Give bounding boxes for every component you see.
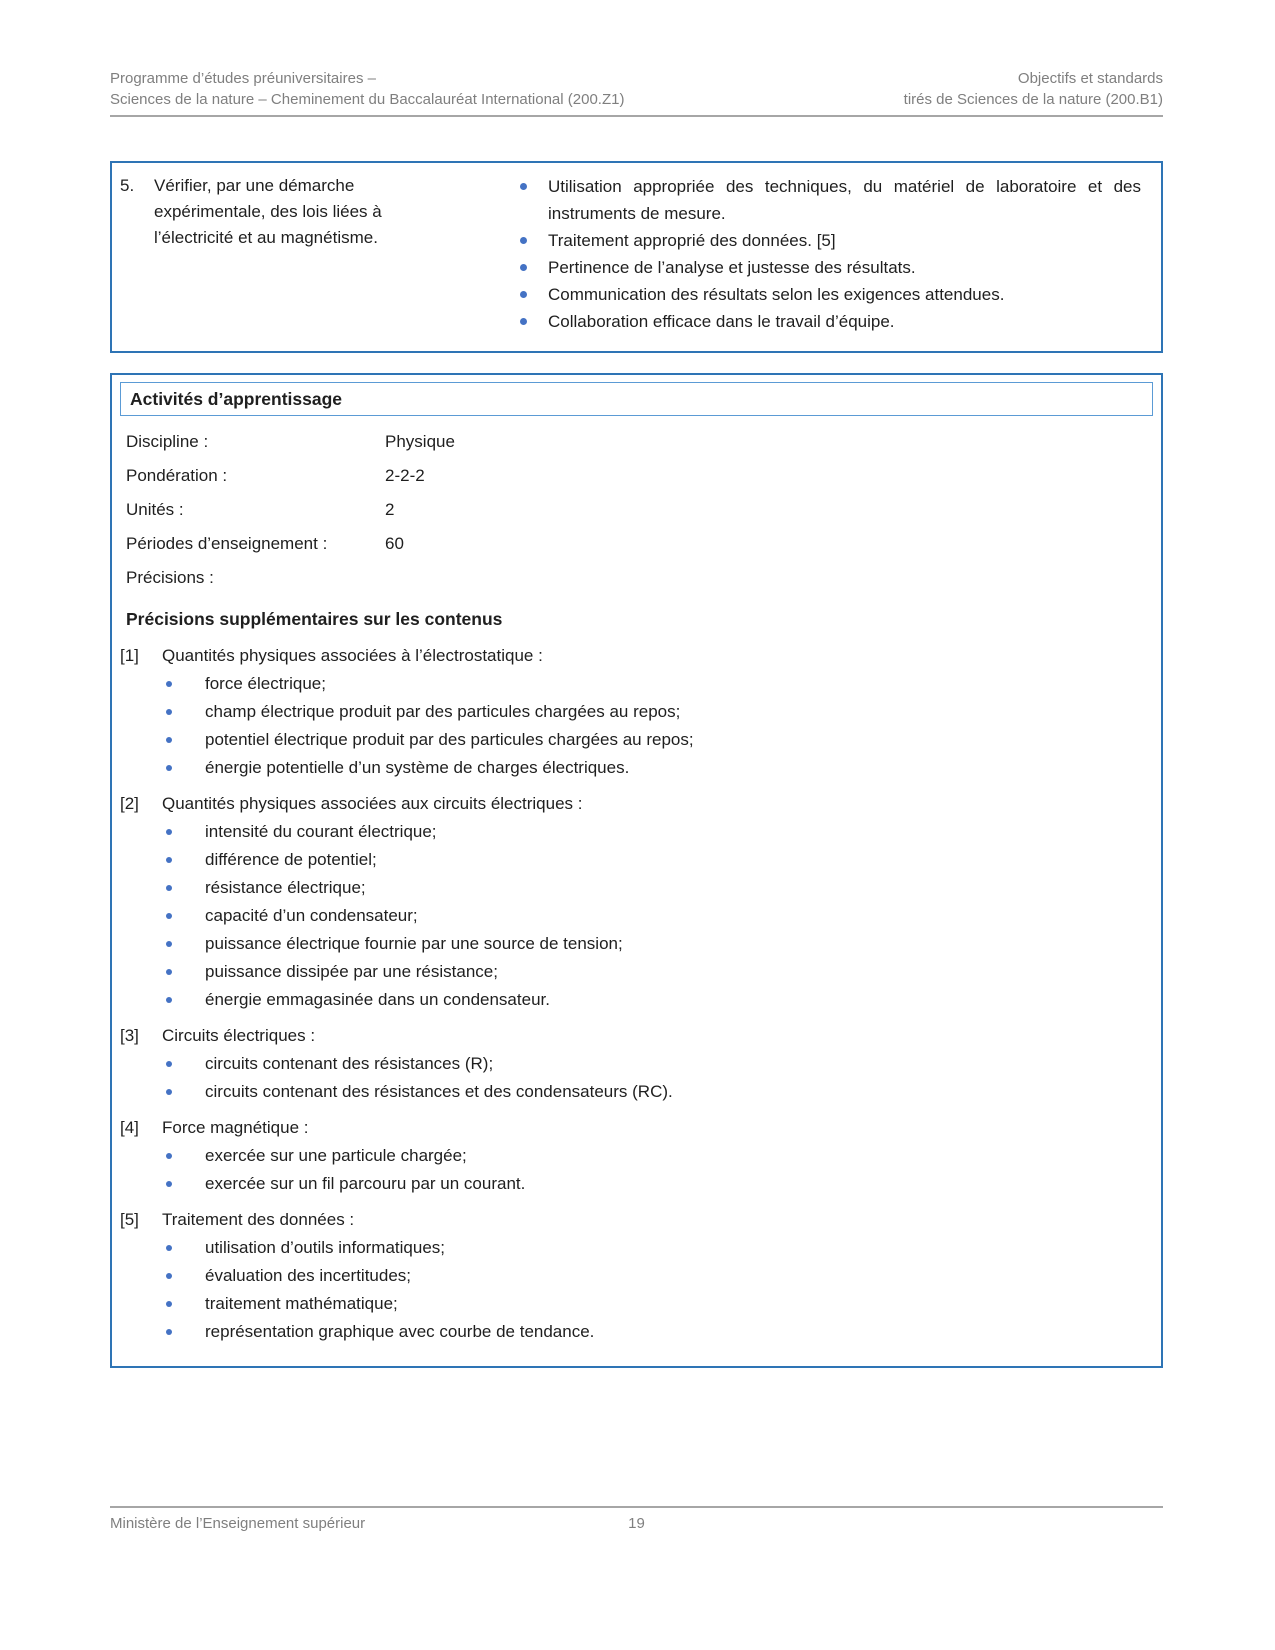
item-text: exercée sur un fil parcouru par un courant. — [205, 1174, 526, 1193]
bullet-icon — [166, 1142, 205, 1170]
header-right-line1: Objectifs et standards — [1017, 70, 1163, 87]
field-label: Pondération : — [126, 466, 228, 485]
field-value: 60 — [385, 534, 404, 553]
field-row — [126, 499, 1153, 520]
item-text: circuits contenant des résistances (R); — [205, 1054, 494, 1073]
criterion-item — [512, 308, 1147, 335]
item-text: utilisation d’outils informatiques; — [205, 1238, 446, 1257]
header-left-line2: Sciences de la nature – Cheminement du Baccalauréat International (200.Z1) — [110, 91, 625, 108]
field-value: 2-2-2 — [385, 466, 425, 485]
list-item — [166, 902, 1153, 930]
content-section-1 — [120, 642, 1153, 782]
item-text: puissance dissipée par une résistance; — [205, 962, 498, 981]
page-number: 19 — [628, 1515, 645, 1532]
section-title: Traitement des données : — [162, 1210, 355, 1229]
field-value: 2 — [385, 500, 395, 519]
item-text: circuits contenant des résistances et des condensateurs (RC). — [205, 1082, 673, 1101]
bullet-icon — [166, 874, 205, 902]
item-text: différence de potentiel; — [205, 850, 377, 869]
bullet-icon — [512, 227, 548, 254]
bullet-icon — [166, 958, 205, 986]
item-text: potentiel électrique produit par des particules chargées au repos; — [205, 730, 694, 749]
criterion-text: Collaboration efficace dans le travail d’équipe. — [548, 312, 895, 331]
footer-ministry: Ministère de l’Enseignement supérieur — [110, 1515, 366, 1532]
list-item — [166, 754, 1153, 782]
list-item — [166, 1234, 1153, 1262]
bullet-icon — [512, 308, 548, 335]
section-title: Quantités physiques associées à l’électrostatique : — [162, 646, 543, 665]
item-text: traitement mathématique; — [205, 1294, 398, 1313]
bullet-icon — [166, 1290, 205, 1318]
bullet-icon — [166, 698, 205, 726]
bullet-icon — [512, 173, 548, 227]
bullet-icon — [166, 1262, 205, 1290]
section-title: Quantités physiques associées aux circuits électriques : — [162, 794, 583, 813]
criterion-item — [512, 173, 1147, 227]
item-text: capacité d’un condensateur; — [205, 906, 418, 925]
bullet-icon — [166, 986, 205, 1014]
criterion-item — [512, 254, 1147, 281]
content-section-4 — [120, 1114, 1153, 1198]
field-value — [385, 567, 1153, 588]
item-text: évaluation des incertitudes; — [205, 1266, 412, 1285]
item-text: champ électrique produit par des particules chargées au repos; — [205, 702, 681, 721]
content-sections — [120, 642, 1153, 1346]
bullet-icon — [166, 754, 205, 782]
section-marker: [1] — [120, 646, 139, 665]
section-marker: [5] — [120, 1210, 139, 1229]
list-item — [166, 818, 1153, 846]
field-row — [126, 465, 1153, 486]
bullet-icon — [166, 846, 205, 874]
list-item — [166, 1290, 1153, 1318]
section-title: Circuits électriques : — [162, 1026, 316, 1045]
list-item — [166, 930, 1153, 958]
activities-title: Activités d’apprentissage — [120, 382, 1153, 416]
field-label: Précisions : — [126, 568, 214, 587]
item-text: résistance électrique; — [205, 878, 366, 897]
bullet-icon — [166, 1318, 205, 1346]
list-item — [166, 1142, 1153, 1170]
section-marker: [3] — [120, 1026, 139, 1045]
list-item — [166, 1262, 1153, 1290]
field-row — [126, 533, 1153, 554]
item-text: puissance électrique fournie par une source de tension; — [205, 934, 623, 953]
bullet-icon — [166, 1050, 205, 1078]
field-label: Discipline : — [126, 432, 209, 451]
field-value: Physique — [385, 432, 455, 451]
bullet-icon — [166, 726, 205, 754]
bullet-icon — [166, 930, 205, 958]
list-item — [166, 958, 1153, 986]
content-section-5 — [120, 1206, 1153, 1346]
item-text: exercée sur une particule chargée; — [205, 1146, 467, 1165]
header-right-line2: tirés de Sciences de la nature (200.B1) — [903, 91, 1163, 108]
list-item — [166, 874, 1153, 902]
objective-box — [110, 161, 1163, 353]
header-left — [110, 68, 624, 110]
activities-box — [110, 373, 1163, 1368]
bullet-icon — [512, 254, 548, 281]
field-row — [126, 431, 1153, 452]
criterion-text: Pertinence de l’analyse et justesse des résultats. — [548, 258, 916, 277]
list-item — [166, 1318, 1153, 1346]
item-text: force électrique; — [205, 674, 326, 693]
content-section-2 — [120, 790, 1153, 1014]
bullet-icon — [166, 1170, 205, 1198]
list-item — [166, 670, 1153, 698]
objective-text: Vérifier, par une démarche expérimentale, des lois liées à l’électricité et au magnétisme. — [154, 176, 382, 247]
section-marker: [4] — [120, 1118, 139, 1137]
bullet-icon — [166, 902, 205, 930]
objective-statement — [120, 173, 512, 335]
bullet-icon — [166, 670, 205, 698]
list-item — [166, 846, 1153, 874]
item-text: énergie emmagasinée dans un condensateur. — [205, 990, 550, 1009]
criteria-list — [512, 173, 1147, 335]
criterion-item — [512, 281, 1147, 308]
list-item — [166, 1050, 1153, 1078]
item-text: représentation graphique avec courbe de tendance. — [205, 1322, 595, 1341]
list-item — [166, 726, 1153, 754]
bullet-icon — [166, 818, 205, 846]
criterion-text: Traitement approprié des données. [5] — [548, 231, 836, 250]
contents-subheading: Précisions supplémentaires sur les contenus — [126, 609, 503, 629]
field-row — [126, 567, 1153, 588]
criterion-text: Utilisation appropriée des techniques, du matériel de laboratoire et des instruments de mesure. — [548, 177, 1141, 223]
section-marker: [2] — [120, 794, 139, 813]
bullet-icon — [166, 1078, 205, 1106]
list-item — [166, 698, 1153, 726]
bullet-icon — [166, 1234, 205, 1262]
header-left-line1: Programme d’études préuniversitaires – — [110, 70, 376, 87]
field-label: Unités : — [126, 500, 184, 519]
item-text: énergie potentielle d’un système de charges électriques. — [205, 758, 630, 777]
header-right — [904, 68, 1163, 110]
item-text: intensité du courant électrique; — [205, 822, 437, 841]
bullet-icon — [512, 281, 548, 308]
list-item — [166, 1078, 1153, 1106]
criterion-text: Communication des résultats selon les exigences attendues. — [548, 285, 1005, 304]
section-title: Force magnétique : — [162, 1118, 309, 1137]
objective-number: 5. — [120, 176, 135, 195]
list-item — [166, 986, 1153, 1014]
page-header — [110, 68, 1163, 117]
criterion-item — [512, 227, 1147, 254]
list-item — [166, 1170, 1153, 1198]
content-section-3 — [120, 1022, 1153, 1106]
page-footer — [110, 1506, 1163, 1534]
field-label: Périodes d’enseignement : — [126, 534, 328, 553]
activity-fields — [126, 431, 1153, 588]
